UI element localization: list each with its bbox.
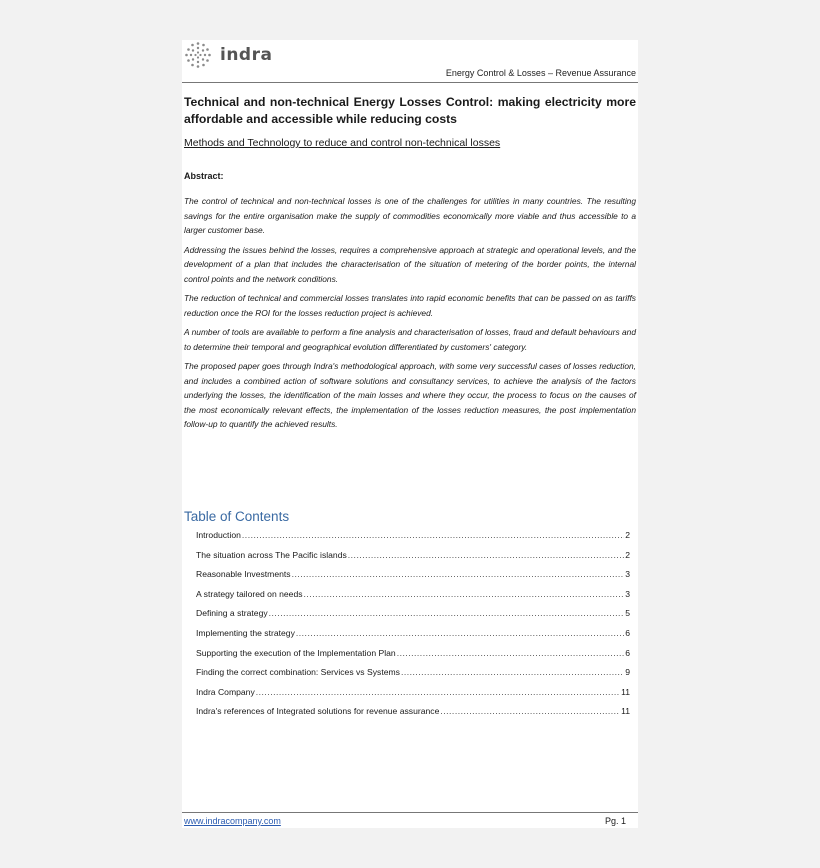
abstract-paragraph: A number of tools are available to perform a fine analysis and characterisation of losses, fraud and default behaviours and to determine their temporal and geographical evolution differentiated by customers' category. [184,327,636,352]
toc-entry-label: Defining a strategy [196,608,268,619]
toc-entry-label: Implementing the strategy [196,627,295,638]
toc-entry-label: Introduction [196,530,241,540]
abstract-label: Abstract: [184,171,224,181]
document-title: Technical and non-technical Energy Losses Control: making electricity more affordable and accessible while reducing costs [184,95,636,126]
abstract-paragraph: Addressing the issues behind the losses, requires a comprehensive approach at strategic and operational levels, and the development of a plan that includes the characterisation of the situation of metering of the border points, the internal control points and the network conditions. [184,244,636,284]
table-of-contents [196,530,630,726]
toc-entry[interactable] [196,608,630,628]
toc-leader-dots [348,550,624,560]
toc-leader-dots [440,706,620,716]
toc-entry[interactable] [196,706,630,726]
toc-entry-label: Reasonable Investments [196,569,291,580]
toc-entry[interactable] [196,628,630,648]
toc-leader-dots [292,569,625,579]
indra-dot-logo-icon [184,41,212,69]
toc-entry-label: Supporting the execution of the Implementation Plan [196,647,396,658]
toc-entry[interactable] [196,687,630,707]
toc-entry[interactable] [196,589,630,609]
toc-leader-dots [401,667,624,677]
toc-entry-page: 2 [625,530,630,540]
toc-leader-dots [269,608,625,618]
document-subtitle: Methods and Technology to reduce and control non-technical losses [184,137,501,149]
toc-leader-dots [256,687,620,697]
abstract-paragraph: The control of technical and non-technical losses is one of the challenges for utilities in many countries. The resulting savings for the entire organisation make the supply of commodities economically more viable and thus accessible to a larger customer base. [184,196,636,235]
toc-entry-page: 11 [621,706,630,717]
toc-entry[interactable] [196,550,630,570]
toc-entry-page: 2 [625,549,630,560]
toc-leader-dots [296,628,624,638]
toc-entry-label: The situation across The Pacific islands [196,549,347,560]
toc-title: Table of Contents [184,509,290,524]
running-header: Energy Control & Losses – Revenue Assurance [445,68,636,78]
toc-entry-label: Indra Company [196,686,255,697]
toc-leader-dots [397,648,625,658]
logo [184,41,272,69]
toc-leader-dots [242,530,624,540]
header-divider [182,82,638,83]
logo-wordmark: indra [220,45,273,65]
abstract-body [184,194,636,437]
toc-entry-label: Indra's references of Integrated solutions for revenue assurance [196,706,440,717]
toc-entry-page: 11 [621,686,630,697]
toc-entry-page: 5 [625,608,630,619]
abstract-paragraph: The reduction of technical and commercial losses translates into rapid economic benefits that can be passed on as tariffs reduction once the ROI for the losses reduction project is achieved. [184,293,636,318]
toc-entry[interactable] [196,648,630,668]
toc-entry-label: A strategy tailored on needs [196,588,303,599]
toc-entry-page: 9 [625,667,630,678]
toc-entry-page: 3 [625,588,630,599]
company-website-link[interactable]: www.indracompany.com [184,816,281,826]
toc-entry[interactable] [196,530,630,550]
document-page [182,40,638,828]
toc-leader-dots [304,589,625,599]
toc-entry[interactable] [196,569,630,589]
toc-entry[interactable] [196,667,630,687]
footer-divider [182,812,638,813]
page-number: Pg. 1 [604,816,626,826]
toc-entry-page: 3 [625,569,630,580]
toc-entry-page: 6 [625,627,630,638]
toc-entry-page: 6 [625,647,630,658]
toc-entry-label: Finding the correct combination: Services vs Systems [196,667,400,678]
abstract-paragraph: The proposed paper goes through Indra's methodological approach, with some very successful cases of losses reduction, and includes a combined action of software solutions and consultancy services, to achieve the analysis of the factors underlying the losses, the identification of the main losses and where they occur, the process to focus on the causes of the most economically relevant effects, the implementation of the losses reduction measures, the post implementation follow-up to quantify the achieved results. [184,361,636,429]
